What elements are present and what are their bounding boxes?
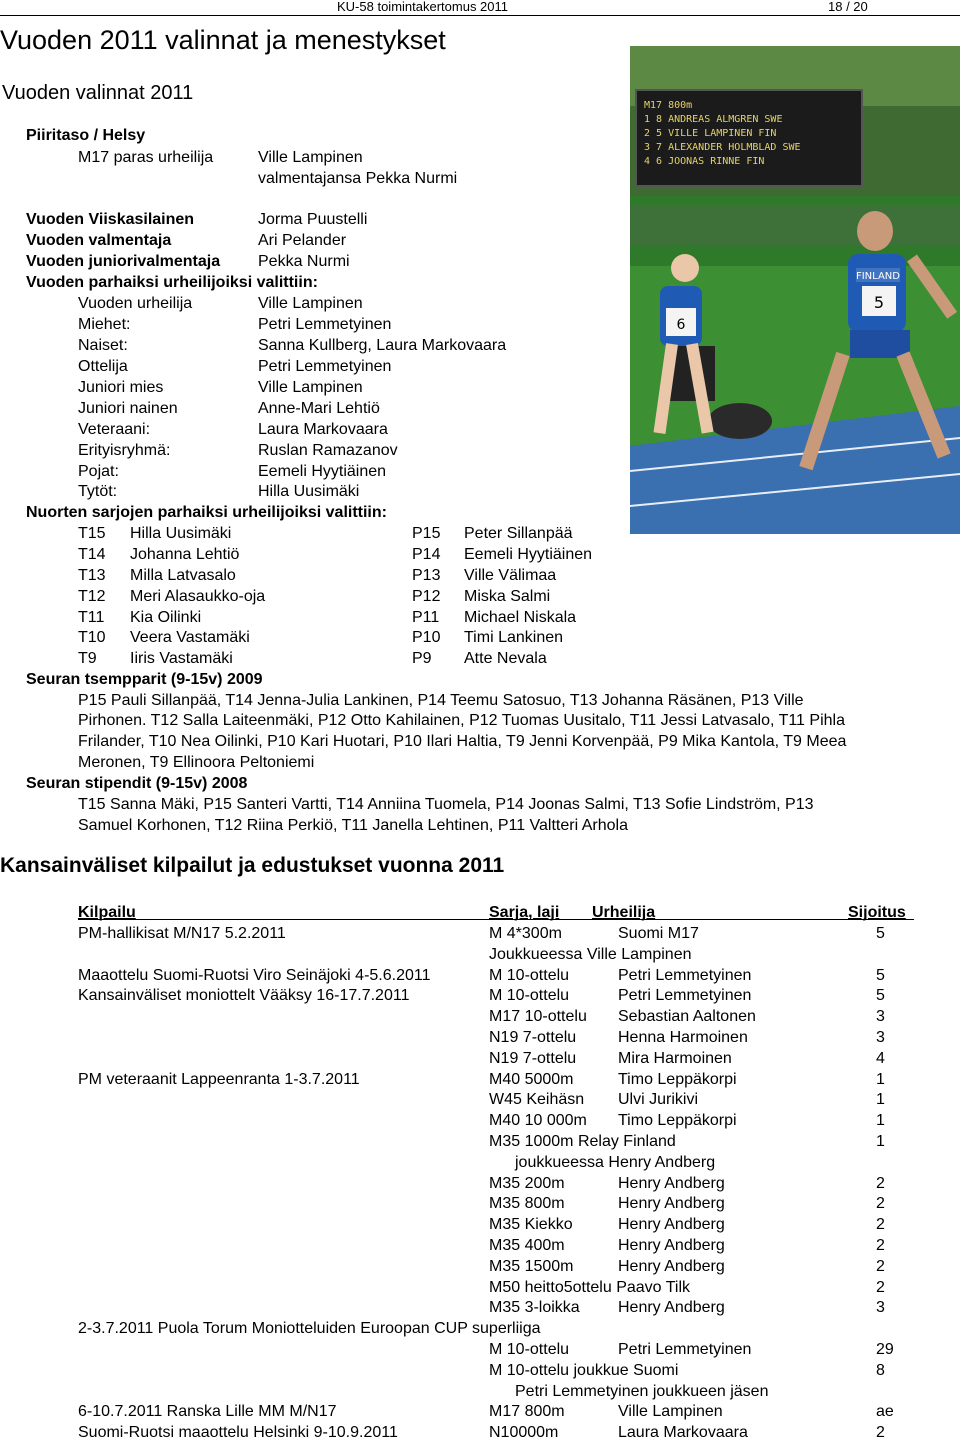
best-heading: Vuoden parhaiksi urheilijoiksi valittiin: [26,274,318,291]
best-label: Miehet: [78,316,131,333]
table-cell-sarja: M35 Kiekko [489,1216,573,1233]
table-cell-sijoitus: 1 [876,1133,885,1150]
table-cell-sijoitus: 5 [876,967,885,984]
youth-boy-class: P12 [412,588,441,605]
piiritaso-label: M17 paras urheilija [78,149,214,166]
table-cell-urheilija: Henry Andberg [618,1195,725,1212]
table-cell-sarja: M35 3-loikka [489,1299,580,1316]
table-cell-sarja: M17 10-ottelu [489,1008,587,1025]
table-cell-sijoitus: 2 [876,1279,885,1296]
youth-girl-name: Hilla Uusimäki [130,525,232,542]
table-cell-urheilija: Sebastian Aaltonen [618,1008,756,1025]
table-cell-urheilija: Suomi M17 [618,925,699,942]
table-cell-sijoitus: 5 [876,987,885,1004]
youth-heading: Nuorten sarjojen parhaiksi urheilijoiksi valittiin: [26,504,387,521]
table-cell-urheilija: Petri Lemmetyinen [618,987,752,1004]
table-cell-kilpailu: Maaottelu Suomi-Ruotsi Viro Seinäjoki 4-5.6.2011 [78,967,431,984]
stipendit-line: T15 Sanna Mäki, P15 Santeri Vartti, T14 Anniina Tuomela, P14 Joonas Salmi, T13 Sofie Lindström, P13 [78,796,814,813]
table-cell-urheilija: Laura Markovaara [618,1424,748,1441]
table-cell-sijoitus: 2 [876,1258,885,1275]
table-cell-kilpailu: PM veteraanit Lappeenranta 1-3.7.2011 [78,1071,360,1088]
table-cell-sijoitus: 1 [876,1112,885,1129]
table-cell-sarja: M35 800m [489,1195,565,1212]
club-award-label: Vuoden juniorivalmentaja [26,253,221,270]
tempparit-line: Pirhonen. T12 Salla Laiteenmäki, P12 Otto Kahilainen, P12 Tuomas Uusitalo, T11 Jessi Latvasalo, T11 Pihla [78,712,845,729]
youth-girl-name: Milla Latvasalo [130,567,236,584]
club-award-value: Ari Pelander [258,232,347,249]
stipendit-heading: Seuran stipendit (9-15v) 2008 [26,775,248,792]
table-cell-urheilija: Petri Lemmetyinen [618,967,752,984]
table-cell-urheilija: Henry Andberg [618,1216,725,1233]
table-cell-urheilija: Henry Andberg [618,1237,725,1254]
table-cell-kilpailu: Kansainväliset moniottelt Vääksy 16-17.7.2011 [78,987,410,1004]
club-award-value: Pekka Nurmi [258,253,350,270]
youth-girl-class: T14 [78,546,106,563]
scoreboard-line: M17 800m [644,100,693,111]
table-cell-urheilija: Henna Harmoinen [618,1029,748,1046]
table-note: Joukkueessa Ville Lampinen [489,946,692,963]
scoreboard-line: 1 8 ANDREAS ALMGREN SWE [644,114,783,125]
table-cell-sijoitus: 4 [876,1050,885,1067]
table-cell-kilpailu: PM-hallikisat M/N17 5.2.2011 [78,925,286,942]
youth-girl-name: Veera Vastamäki [130,629,250,646]
youth-girl-class: T11 [78,609,105,626]
column-header-sijoitus: Sijoitus [848,904,906,921]
table-cell-sijoitus: 3 [876,1008,885,1025]
table-cell-urheilija: Timo Leppäkorpi [618,1071,737,1088]
youth-girl-name: Meri Alasaukko-oja [130,588,266,605]
youth-girl-class: T13 [78,567,106,584]
table-cell-sijoitus: ae [876,1403,894,1420]
international-heading: Kansainväliset kilpailut ja edustukset vuonna 2011 [0,854,505,877]
best-value: Ville Lampinen [258,295,363,312]
club-award-label: Vuoden Viiskasilainen [26,211,195,228]
best-label: Juniori nainen [78,400,178,417]
club-award-value: Jorma Puustelli [258,211,368,228]
table-cell-sarja: M35 1000m Relay Finland [489,1133,676,1150]
scoreboard-line: 2 5 VILLE LAMPINEN FIN [644,128,777,139]
table-cell-urheilija: Petri Lemmetyinen [618,1341,752,1358]
youth-girl-class: T12 [78,588,106,605]
column-header-urheilija: Urheilija [592,904,656,921]
table-cell-sijoitus: 2 [876,1424,885,1441]
table-cell-sarja: N19 7-ottelu [489,1050,577,1067]
best-label: Naiset: [78,337,128,354]
youth-boy-name: Miska Salmi [464,588,551,605]
table-cell-sijoitus: 5 [876,925,885,942]
youth-boy-class: P13 [412,567,441,584]
tempparit-heading: Seuran tsempparit (9-15v) 2009 [26,671,263,688]
tempparit-line: P15 Pauli Sillanpää, T14 Jenna-Julia Lankinen, P14 Teemu Satosuo, T13 Johanna Räsänen, P13 Ville [78,692,804,709]
table-cell-kilpailu: 6-10.7.2011 Ranska Lille MM M/N17 [78,1403,337,1420]
table-cell-sijoitus: 3 [876,1029,885,1046]
club-award-label: Vuoden valmentaja [26,232,172,249]
table-cell-sarja: N19 7-ottelu [489,1029,577,1046]
table-cell-sarja: M 10-ottelu [489,987,570,1004]
table-cell-sarja: M50 heitto5ottelu Paavo Tilk [489,1279,691,1296]
tempparit-line: Meronen, T9 Ellinoora Peltoniemi [78,754,315,771]
table-cell-sijoitus: 1 [876,1071,885,1088]
table-cell-sarja: M17 800m [489,1403,565,1420]
youth-boy-class: P10 [412,629,441,646]
youth-boy-name: Ville Välimaa [464,567,557,584]
jersey-text: FINLAND [855,271,901,282]
best-value: Sanna Kullberg, Laura Markovaara [258,337,507,354]
youth-boy-name: Michael Niskala [464,609,577,626]
table-cell-sijoitus: 1 [876,1091,885,1108]
youth-boy-name: Timi Lankinen [464,629,564,646]
youth-girl-class: T15 [78,525,106,542]
table-cell-urheilija: Henry Andberg [618,1299,725,1316]
youth-boy-name: Atte Nevala [464,650,547,667]
table-cell-urheilija: Ville Lampinen [618,1403,723,1420]
table-cell-sarja: N10000m [489,1424,559,1441]
table-cell-kilpailu: Suomi-Ruotsi maaottelu Helsinki 9-10.9.2011 [78,1424,398,1441]
best-label: Erityisryhmä: [78,442,171,459]
best-value: Ville Lampinen [258,379,363,396]
piiritaso-note: valmentajansa Pekka Nurmi [258,170,458,187]
tempparit-line: Frilander, T10 Nea Oilinki, P10 Kari Huotari, P10 Ilari Haltia, T9 Jenni Korvenpää, P9 Mika Kantola, T9 Meea [78,733,847,750]
best-value: Ruslan Ramazanov [258,442,398,459]
best-label: Tytöt: [78,483,118,500]
youth-girl-class: T10 [78,629,106,646]
table-note: Petri Lemmetyinen joukkueen jäsen [515,1383,769,1400]
table-cell-sarja: M35 1500m [489,1258,574,1275]
table-cell-sijoitus: 2 [876,1195,885,1212]
table-note: joukkueessa Henry Andberg [515,1154,716,1171]
table-cell-sarja: M 10-ottelu [489,1341,570,1358]
page-number: 18 / 20 [828,0,868,14]
best-label: Vuoden urheilija [78,295,193,312]
table-cell-sijoitus: 2 [876,1175,885,1192]
table-cell-sarja: M40 10 000m [489,1112,587,1129]
best-label: Veteraani: [78,421,151,438]
table-cell-urheilija: Henry Andberg [618,1258,725,1275]
table-cell-urheilija: Henry Andberg [618,1175,725,1192]
table-cell-sijoitus: 3 [876,1299,885,1316]
youth-girl-name: Iiris Vastamäki [130,650,233,667]
youth-boy-name: Peter Sillanpää [464,525,573,542]
table-cell-urheilija: Mira Harmoinen [618,1050,732,1067]
table-cell-sarja: M 4*300m [489,925,562,942]
table-cell-sarja: M40 5000m [489,1071,574,1088]
youth-girl-name: Johanna Lehtiö [130,546,240,563]
bib-number: 6 [676,317,686,333]
stipendit-line: Samuel Korhonen, T12 Riina Perkiö, T11 Janella Lehtinen, P11 Valtteri Arhola [78,817,628,834]
table-cell-kilpailu: 2-3.7.2011 Puola Torum Moniotteluiden Euroopan CUP superliiga [78,1320,541,1337]
document-title: KU-58 toimintakertomus 2011 [337,0,509,14]
table-cell-sarja: M35 200m [489,1175,565,1192]
scoreboard-line: 3 7 ALEXANDER HOLMBLAD SWE [644,142,801,153]
athletics-photo [630,46,960,534]
table-cell-sijoitus: 8 [876,1362,885,1379]
youth-girl-name: Kia Oilinki [130,609,202,626]
table-cell-sarja: M35 400m [489,1237,565,1254]
table-cell-sarja: M 10-ottelu [489,967,570,984]
section-title: Vuoden valinnat 2011 [2,82,194,104]
youth-boy-class: P14 [412,546,441,563]
page-title: Vuoden 2011 valinnat ja menestykset [0,25,446,55]
youth-boy-class: P9 [412,650,432,667]
header-divider [0,15,960,16]
youth-boy-name: Eemeli Hyytiäinen [464,546,593,563]
table-cell-urheilija: Timo Leppäkorpi [618,1112,737,1129]
youth-boy-class: P15 [412,525,441,542]
table-cell-sijoitus: 2 [876,1237,885,1254]
best-label: Juniori mies [78,379,164,396]
scoreboard-line: 4 6 JOONAS RINNE FIN [644,156,765,167]
piiritaso-heading: Piiritaso / Helsy [26,127,146,144]
best-value: Eemeli Hyytiäinen [258,463,387,480]
page-header [0,0,960,16]
column-header-sarja: Sarja, laji [489,904,560,921]
best-value: Hilla Uusimäki [258,483,360,500]
piiritaso-name: Ville Lampinen [258,149,363,166]
youth-girl-class: T9 [78,650,97,667]
table-cell-sarja: W45 Keihäsn [489,1091,585,1108]
header-underline [78,919,914,920]
best-label: Pojat: [78,463,119,480]
table-cell-sijoitus: 2 [876,1216,885,1233]
best-label: Ottelija [78,358,128,375]
bib-number: 5 [873,293,885,312]
best-value: Petri Lemmetyinen [258,358,392,375]
best-value: Petri Lemmetyinen [258,316,392,333]
youth-boy-class: P11 [412,609,440,626]
column-header-kilpailu: Kilpailu [78,904,136,921]
table-cell-sijoitus: 29 [876,1341,894,1358]
best-value: Laura Markovaara [258,421,388,438]
table-cell-urheilija: Ulvi Jurikivi [618,1091,698,1108]
table-cell-sarja: M 10-ottelu joukkue Suomi [489,1362,679,1379]
best-value: Anne-Mari Lehtiö [258,400,380,417]
